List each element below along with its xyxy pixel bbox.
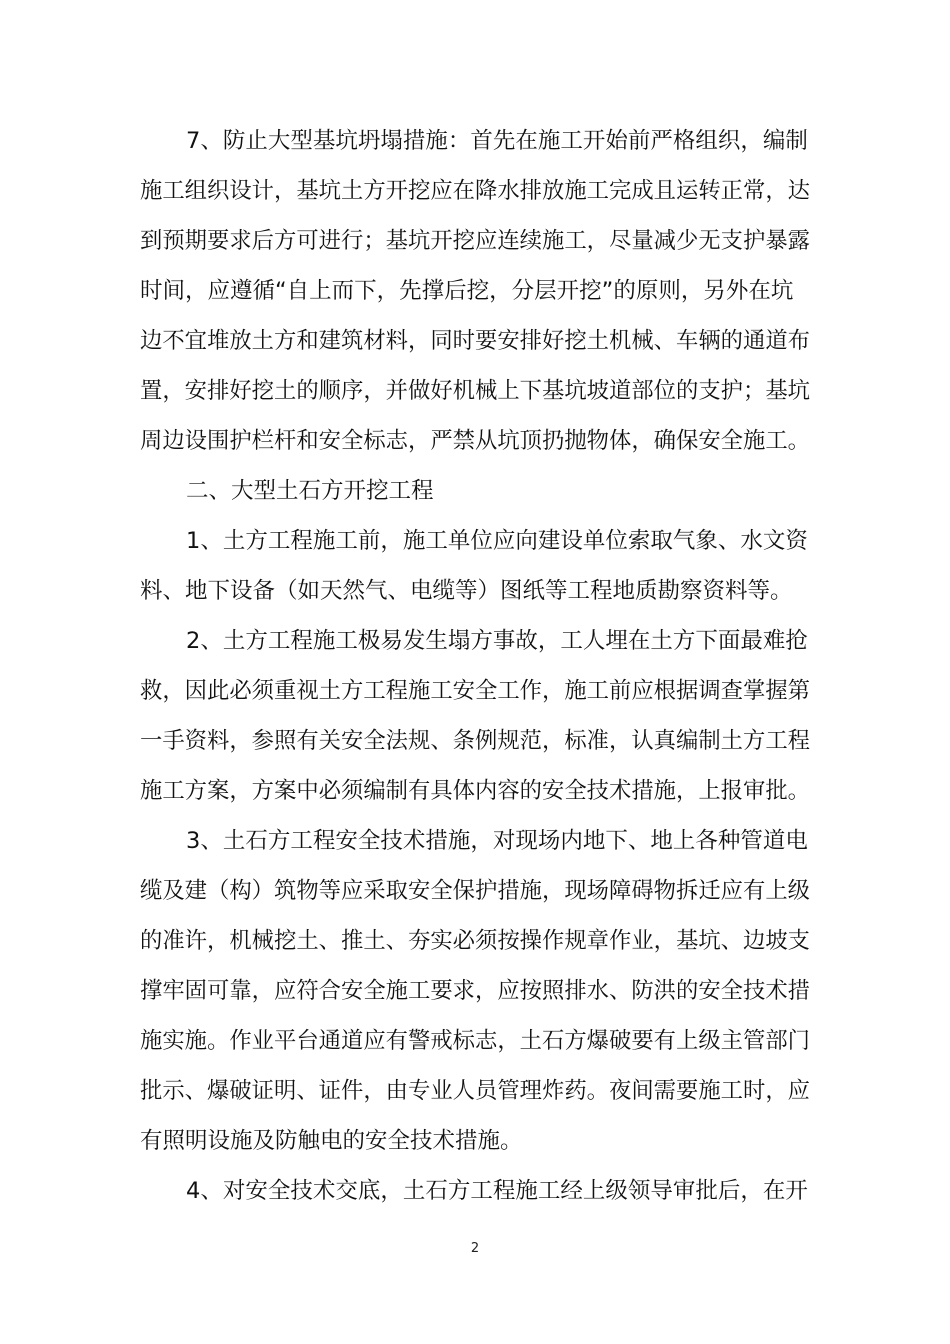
- document-page: 7、防止大型基坑坍塌措施：首先在施工开始前严格组织，编制 施工组织设计，基坑土方开挖应在降水排放施工完成且运转正常，达 到预期要求后方可进行；基坑开挖应连续施工，尽量减少无支护暴露 时间，应遵循“自上而下，先撑后挖，分层开挖”的原则，另外在坑 边不宜堆放土方和建筑材料，同时要安排好挖土机械、车辆的通道布 置，安排好挖土的顺序，并做好机械上下基坑坡道部位的支护；基坑 周边设围护栏杆和安全标志，严禁从坑顶扔抛物体，确保安全施工。 二、大型土石方开挖工程 1、土方工程施工前，施工单位应向建设单位索取气象、水文资 料、地下设备（如天然气、电缆等）图纸等工程地质勘察资料等。 2、土方工程施工极易发生塌方事故，工人埋在土方下面最难抢 救，因此必须重视土方工程施工安全工作，施工前应根据调查掌握第 一手资料，参照有关安全法规、条例规范，标准，认真编制土方工程 施工方案，方案中必须编制有具体内容的安全技术措施，上报审批。 3、土石方工程安全技术措施，对现场内地下、地上各种管道电 缆及建（构）筑物等应采取安全保护措施，现场障碍物拆迁应有上级 的准许，机械挖土、推土、夯实必须按操作规章作业，基坑、边坡支 撑牢固可靠，应符合安全施工要求，应按照排水、防洪的安全技术措 施实施。作业平台通道应有警戒标志，土石方爆破要有上级主管部门 批示、爆破证明、证件，由专业人员管理炸药。夜间需要施工时，应 有照明设施及防触电的安全技术措施。 4、对安全技术交底，土石方工程施工经上级领导审批后，在开 2: [0, 0, 950, 1344]
- page-number: 2: [470, 1241, 480, 1256]
